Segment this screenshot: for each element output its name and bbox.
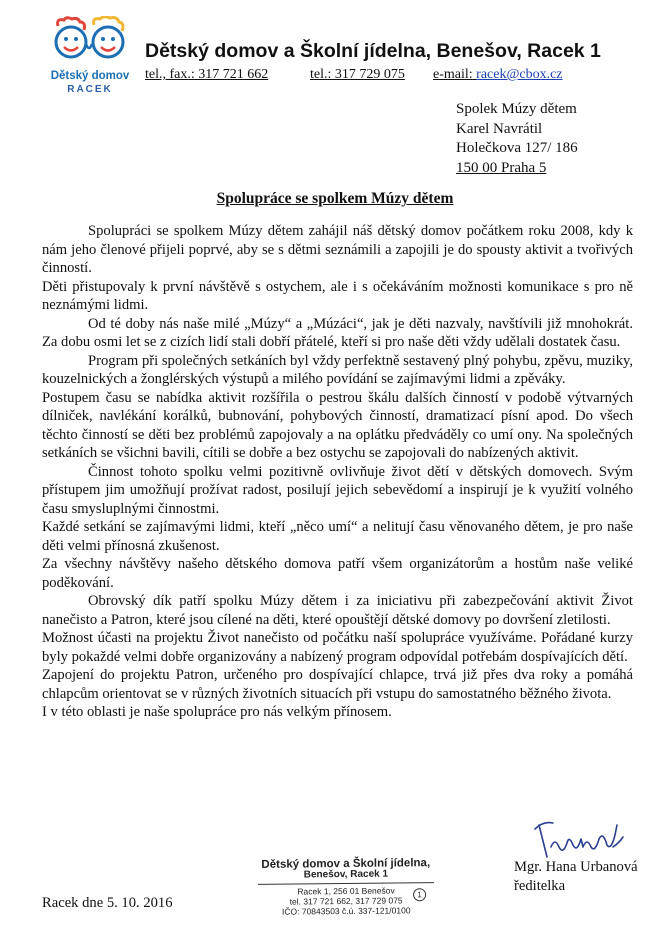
logo-subtitle: RACEK — [67, 84, 113, 95]
body-paragraph: Program při společných setkáních byl vždy perfektně sestavený plný pohybu, zpěvu, muziky, kouzelnických a žonglérských výstupů a milého povídání se zajímavými lidmi a zpěváky. — [42, 352, 633, 387]
children-faces-logo-icon — [52, 16, 128, 70]
body-paragraph: I v této oblasti je naše spolupráce pro nás velkým přínosem. — [42, 704, 392, 720]
recipient-city: 150 00 Praha 5 — [456, 159, 547, 176]
body-paragraph: Každé setkání se zajímavými lidmi, kteří „něco umí“ a nelitují času věnovaného dětem, je pro naše děti velmi přínosná zkušenost. — [42, 519, 633, 554]
body-paragraph: Děti přistupovaly k první návštěvě s ostychem, ale i s očekáváním možnosti komunikace s pro ně neznámými lidmi. — [42, 278, 633, 313]
signatory-name: Mgr. Hana Urbanová — [514, 859, 638, 875]
signatory — [514, 858, 638, 896]
stamp-line1: Dětský domov a Školní jídelna, — [261, 857, 431, 871]
signatory-role: ředitelka — [514, 878, 566, 894]
organization-name: Dětský domov a Školní jídelna, Benešov, Racek 1 — [145, 40, 601, 62]
recipient-org: Spolek Múzy dětem — [456, 101, 577, 117]
letter-date: Racek dne 5. 10. 2016 — [42, 895, 173, 911]
body-paragraph: Od té doby nás naše milé „Múzy“ a „Múzáci“, jak je děti nazvaly, navštívili již mnohokrát. Za dobu osmi let se z cizích lidí stali dobří přátelé, kteří si pro naše děti vždy udělali dostatek času. — [42, 315, 633, 350]
handwritten-signature-icon — [533, 817, 625, 861]
body-paragraph: Zapojení do projektu Patron, určeného pro dospívající chlapce, trvá již přes dva roky a pomáhá chlapcům orientovat se v různých životních situacích při vstupu do samostatného běžného života. — [42, 667, 633, 702]
tel: tel.: 317 729 075 — [310, 67, 405, 82]
logo — [44, 16, 136, 96]
body-paragraph: Možnost účasti na projektu Život nanečisto od počátku naší spolupráce využíváme. Pořádané kurzy byly pokaždé velmi dobře organizovány a nabízený program odpovídal potřebám dospívajících dětí. — [42, 630, 633, 665]
letter-body — [42, 222, 633, 722]
body-paragraph: Za všechny návštěvy našeho dětského domova patří všem organizátorům a hostům naše veliké poděkování. — [42, 556, 633, 591]
tel-fax: tel., fax.: 317 721 662 — [145, 67, 269, 82]
body-paragraph: Postupem času se nabídka aktivit rozšířila o pestrou škálu dalších činností v podobě výtvarných dílniček, navlékání korálků, bubnování, pohybových činností, dramatizací písní apod. Do všech těchto činností se děti bez problémů zapojovaly a na oplátku předváděly co umí ony. Na společných setkáních se všichni bavili, cítili se dobře a bez ostychu se zapojovali do nabízených aktivit. — [42, 389, 633, 461]
email-link[interactable]: racek@cbox.cz — [476, 67, 563, 82]
stamp-line2: Benešov, Racek 1 — [303, 868, 389, 881]
stamp-ids: IČO: 70843503 č.ú. 337-121/0100 — [281, 905, 411, 917]
stamp-phone: tel. 317 721 662, 317 729 075 — [289, 895, 403, 907]
recipient-address — [456, 100, 578, 178]
recipient-name: Karel Navrátil — [456, 120, 543, 137]
official-stamp — [252, 857, 441, 917]
body-paragraph: Činnost tohoto spolku velmi pozitivně ovlivňuje život dětí v dětských domovech. Svým přístupem jim umožňují prožívat radost, posilují jejich sebevědomí a inspirují je k využití volného času smysluplnými činnostmi. — [42, 463, 633, 517]
body-paragraph: Spolupráci se spolkem Múzy dětem zahájil náš dětský domov počátkem roku 2008, kdy k nám jeho členové přijeli poprvé, aby se s dětmi seznámili a zapojili je do spousty aktivit a tvořivých činností. — [42, 223, 633, 276]
stamp-number: 1 — [413, 888, 426, 901]
body-paragraph: Obrovský dík patří spolku Múzy dětem i za iniciativu při zabezpečování aktivit Život nanečisto a Patron, které jsou cílené na děti, které opouštějí dětské domovy po dovršení zletilosti. — [42, 593, 633, 628]
stamp-address: Racek 1, 256 01 Benešov — [297, 885, 395, 897]
email-label: e-mail: — [433, 67, 473, 82]
email-block — [433, 67, 563, 83]
recipient-street: Holečkova 127/ 186 — [456, 140, 578, 156]
letter-title: Spolupráce se spolkem Múzy dětem — [216, 190, 454, 207]
logo-title: Dětský domov — [50, 70, 130, 82]
